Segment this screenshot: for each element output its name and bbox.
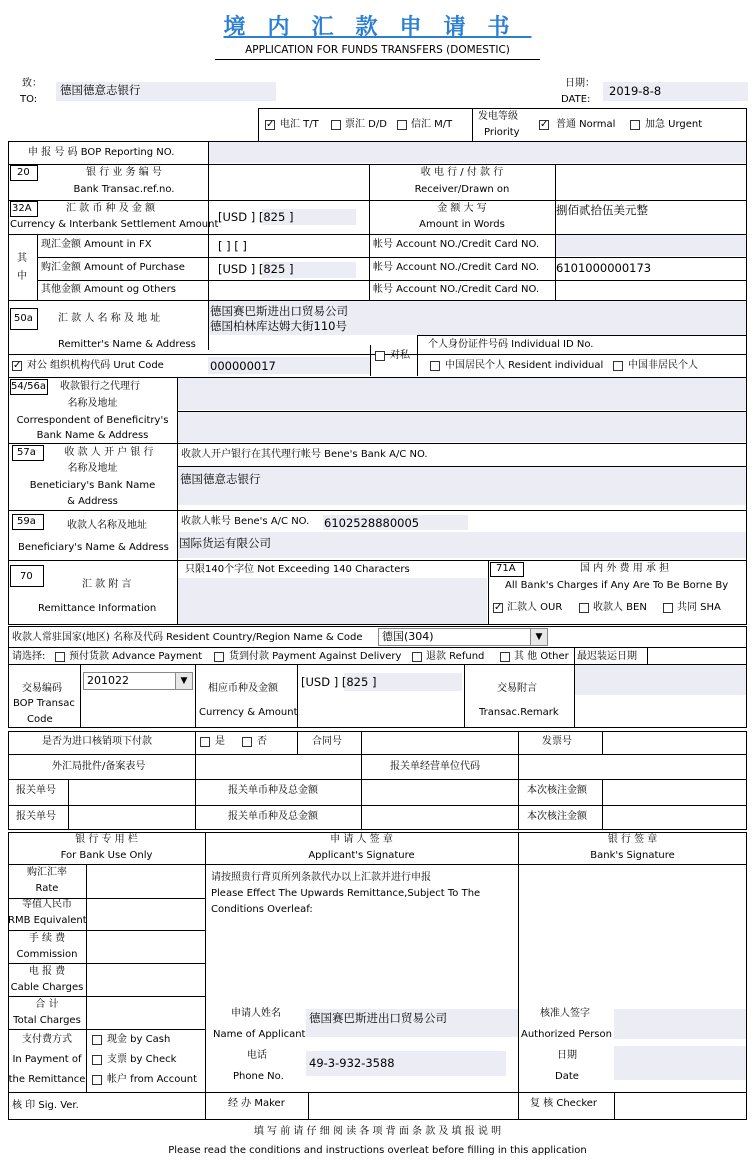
form-subtitle: APPLICATION FOR FUNDS TRANSFERS (DOMESTIC) <box>245 44 510 56</box>
char-limit-label: 只限140个字位 Not Exceeding 140 Characters <box>185 564 410 575</box>
phone-field[interactable]: 49-3-932-3588 <box>309 1056 395 1070</box>
bene-bank-label-3: Beneticiary's Bank Name <box>29 480 156 491</box>
pay-label-cn: 支付费方式 <box>22 1034 72 1045</box>
rate-label-cn: 购汇汇率 <box>27 867 67 878</box>
commission-label-cn: 手 续 费 <box>28 933 66 944</box>
bene-bank-label-4: & Address <box>67 496 118 507</box>
correspondent-name-field[interactable] <box>178 378 746 410</box>
form-title: 境内汇款申请书 <box>223 15 532 40</box>
ca-field[interactable]: [USD ] [825 ] <box>301 675 377 689</box>
sha-label: 共同 SHA <box>677 602 721 613</box>
remittance-info-field[interactable] <box>178 578 487 624</box>
other-checkbox[interactable] <box>500 652 510 662</box>
individual-id-label: 个人身份证件号码 Individual ID No. <box>428 339 594 350</box>
mt-label: 信汇 M/T <box>411 119 453 130</box>
correspondent-label-3: Correspondent of Beneficitry's <box>16 415 169 426</box>
field-code-70: 70 <box>20 571 33 582</box>
rmb-label-en: RMB Equivalent <box>8 915 87 926</box>
field-code-59a: 59a <box>17 516 36 527</box>
country-label: 收款人常驻国家(地区) 名称及代码 Resident Country/Region Name & Code <box>12 632 363 643</box>
last-ship-label: 最迟装运日期 <box>577 651 637 662</box>
correspondent-label-4: Bank Name & Address <box>36 430 149 441</box>
check-label: 支票 by Check <box>107 1054 177 1065</box>
other-label: 其 他 Other <box>514 651 569 662</box>
private-label: 对私 <box>390 350 410 361</box>
no-checkbox[interactable] <box>242 737 252 747</box>
against-label: 货到付款 Payment Against Delivery <box>229 651 402 662</box>
resident-checkbox[interactable] <box>430 361 440 371</box>
notice-line-2: Please Effect The Upwards Remittance,Subject To The <box>211 888 481 899</box>
correspondent-address-field[interactable] <box>178 412 746 442</box>
total-label-cn: 合 计 <box>35 999 59 1010</box>
refund-checkbox[interactable] <box>412 652 422 662</box>
correspondent-label-2: 名称及地址 <box>67 398 118 409</box>
bank-sign-label-en: Bank's Signature <box>590 850 675 861</box>
ben-label: 收款人 BEN <box>593 602 647 613</box>
amount-words-label-cn: 金 额 大 写 <box>437 203 487 214</box>
private-checkbox[interactable] <box>375 351 385 361</box>
nonresident-label: 中国非居民个人 <box>628 360 698 371</box>
bop-code-label-1: 交易编码 <box>22 683 62 694</box>
import-label: 是否为进口核销项下付款 <box>42 736 152 747</box>
pay-label-en-1: In Payment of <box>12 1054 82 1065</box>
footer-en: Please read the conditions and instructions overleat before filling in this application <box>168 1145 587 1156</box>
amount-words-label-en: Amount in Words <box>419 219 505 230</box>
against-checkbox[interactable] <box>214 652 224 662</box>
customs-no-label-1: 报关单号 <box>16 785 56 796</box>
org-code-field[interactable]: 000000017 <box>210 359 276 373</box>
app-sign-label-cn: 申 请 人 签 章 <box>330 834 393 845</box>
remark-label-en: Transac.Remark <box>479 707 559 718</box>
bene-bank-label-1: 收 款 人 开 户 银 行 <box>64 447 154 458</box>
bop-field[interactable] <box>209 142 746 163</box>
purchase-account-field[interactable]: 6101000000173 <box>556 261 652 275</box>
nonresident-checkbox[interactable] <box>613 361 623 371</box>
bene-bank-field[interactable]: 德国德意志银行 <box>180 472 261 486</box>
rate-label-en: Rate <box>35 883 59 894</box>
remitter-label-en: Remitter's Name & Address <box>58 339 196 350</box>
remittance-info-label-cn: 汇 款 附 言 <box>82 579 132 590</box>
authorized-label-cn: 核准人签字 <box>540 1008 590 1019</box>
bene-bank-ac-label: 收款人开户银行在其代理行帐号 Bene's Bank A/C NO. <box>181 449 428 460</box>
bene-ac-field[interactable]: 6102528880005 <box>324 516 420 530</box>
sha-checkbox[interactable] <box>663 603 673 613</box>
field-code-50a: 50a <box>14 313 33 324</box>
advance-checkbox[interactable] <box>55 652 65 662</box>
bene-bank-label-2: 名称及地址 <box>67 463 118 474</box>
urgent-label: 加急 Urgent <box>645 119 703 130</box>
beneficiary-name-field[interactable]: 国际货运有限公司 <box>179 536 271 550</box>
verify-label-2: 本次核注金额 <box>527 811 587 822</box>
yes-label: 是 <box>215 736 225 747</box>
bop-code-label-3: Code <box>27 714 53 725</box>
applicant-name-label-cn: 申请人姓名 <box>231 1008 281 1019</box>
cash-checkbox[interactable] <box>92 1035 102 1045</box>
remitter-label-cn: 汇 款 人 名 称 及 地 址 <box>58 313 161 324</box>
customs-unit-label: 报关单经营单位代码 <box>390 761 480 772</box>
phone-label-cn: 电话 <box>247 1050 267 1061</box>
no-label: 否 <box>257 736 267 747</box>
pay-label-en-2: the Remittance <box>8 1074 86 1085</box>
total-label-en: Total Charges <box>13 1015 81 1026</box>
to-label-cn: 致： <box>22 78 42 89</box>
urgent-checkbox[interactable] <box>630 120 640 130</box>
charges-label-en: All Bank's Charges if Any Are To Be Borne By <box>505 580 729 591</box>
contract-label: 合同号 <box>312 736 342 747</box>
bank-ref-label-cn: 银 行 业 务 编 号 <box>86 167 162 178</box>
currency-label-en: Currency & Interbank Settlement Amount <box>10 219 219 230</box>
qizhong-label: 其 中 <box>17 253 27 282</box>
ca-label-cn: 相应币种及金额 <box>208 683 278 694</box>
customs-ccy-label-1: 报关单币种及总金额 <box>228 785 318 796</box>
mt-checkbox[interactable] <box>397 120 407 130</box>
bop-code-value: 201022 <box>87 674 129 687</box>
purchase-account-label: 帐号 Account NO./Credit Card NO. <box>373 262 540 273</box>
field-code-71a: 71A <box>496 563 516 574</box>
date-field[interactable]: 2019-8-8 <box>609 84 662 98</box>
refund-label: 退款 Refund <box>426 651 485 662</box>
normal-label: 普通 Normal <box>556 119 616 130</box>
advance-label: 预付货款 Advance Payment <box>69 651 203 662</box>
account-checkbox[interactable] <box>92 1075 102 1085</box>
fx-field[interactable]: [ ] [ ] <box>218 239 247 253</box>
verify-label-1: 本次核注金额 <box>527 785 587 796</box>
phone-label-en: Phone No. <box>233 1071 284 1082</box>
correspondent-label-1: 收款银行之代理行 <box>60 381 140 392</box>
bank-use-label-cn: 银 行 专 用 栏 <box>75 834 138 845</box>
choose-label: 请选择: <box>12 651 46 662</box>
charges-label-cn: 国 内 外 费 用 承 担 <box>580 563 670 574</box>
beneficiary-label-en: Beneficiary's Name & Address <box>18 542 169 553</box>
bank-use-label-en: For Bank Use Only <box>60 850 153 861</box>
resident-label: 中国居民个人 Resident individual <box>445 360 604 371</box>
bop-code-select[interactable] <box>83 672 193 690</box>
authorized-field[interactable] <box>614 1009 746 1039</box>
bank-date-label-cn: 日期 <box>557 1050 577 1061</box>
our-checkbox[interactable]: ✓ <box>494 602 503 613</box>
country-value: 德国(304) <box>382 630 434 643</box>
tt-checkbox[interactable]: ✓ <box>266 119 275 130</box>
fx-account-field[interactable] <box>556 235 746 256</box>
field-code-32a: 32A <box>12 203 32 214</box>
tt-label: 电汇 T/T <box>280 119 319 130</box>
footer-cn: 填 写 前 请 仔 细 阅 读 各 项 背 面 条 款 及 填 报 说 明 <box>253 1126 502 1137</box>
dd-checkbox[interactable] <box>331 120 341 130</box>
field-code-54a: 54/56a <box>11 381 46 392</box>
ca-label-en: Currency & Amount <box>199 707 298 718</box>
bene-ac-label: 收款人帐号 Bene's A/C NO. <box>181 516 310 527</box>
rmb-label-cn: 等值人民币 <box>22 899 72 910</box>
checker-label: 复 核 Checker <box>530 1098 598 1109</box>
country-select[interactable] <box>378 628 548 646</box>
yes-checkbox[interactable] <box>200 737 210 747</box>
date-label-en: DATE: <box>561 94 591 105</box>
purchase-field[interactable]: [USD ] [825 ] <box>218 262 294 276</box>
authorized-label-en: Authorized Person <box>521 1029 612 1040</box>
fx-account-label: 帐号 Account NO./Credit Card NO. <box>373 239 540 250</box>
remark-field[interactable] <box>575 665 746 695</box>
beneficiary-label-cn: 收款人名称及地址 <box>67 520 147 531</box>
receiver-label-en: Receiver/Drawn on <box>414 184 510 195</box>
bop-label: 申 报 号 码 BOP Reporting NO. <box>28 147 175 158</box>
priority-label-cn: 发电等级 <box>478 111 518 122</box>
sig-ver-label: 核 印 Sig. Ver. <box>12 1100 79 1111</box>
amount-words-field[interactable]: 捌佰贰拾伍美元整 <box>556 203 648 217</box>
our-label: 汇款人 OUR <box>507 602 563 613</box>
remark-label-cn: 交易附言 <box>497 683 537 694</box>
applicant-name-label-en: Name of Applicant <box>213 1029 306 1040</box>
to-bank-field[interactable]: 德国德意志银行 <box>60 83 141 97</box>
to-label-en: TO: <box>20 94 38 105</box>
invoice-label: 发票号 <box>542 736 572 747</box>
bank-date-field[interactable] <box>614 1046 746 1080</box>
cable-label-en: Cable Charges <box>10 982 84 993</box>
account-label: 帐户 from Account <box>107 1074 198 1085</box>
notice-line-3: Conditions Overleaf: <box>211 904 313 915</box>
remitter-name-field[interactable]: 德国赛巴斯进出口贸易公司 <box>210 304 348 318</box>
check-checkbox[interactable] <box>92 1055 102 1065</box>
corp-checkbox[interactable]: ✓ <box>13 360 22 371</box>
chevron-down-icon[interactable]: ▼ <box>530 629 547 645</box>
bank-sign-label-cn: 银 行 签 章 <box>607 834 658 845</box>
customs-no-label-2: 报关单号 <box>16 811 56 822</box>
bop-code-label-2: BOP Transac <box>13 698 75 709</box>
remitter-address-field[interactable]: 德国柏林库达姆大街110号 <box>210 319 347 333</box>
maker-label: 经 办 Maker <box>228 1098 285 1109</box>
corp-label: 对公 组织机构代码 Urut Code <box>27 360 164 371</box>
field-code-57a: 57a <box>17 447 36 458</box>
currency-amount-field[interactable]: [USD ] [825 ] <box>218 210 294 224</box>
field-code-20: 20 <box>17 167 30 178</box>
fx-label: 现汇金额 Amount in FX <box>41 239 152 250</box>
others-account-label: 帐号 Account NO./Credit Card NO. <box>373 284 540 295</box>
ben-checkbox[interactable] <box>579 603 589 613</box>
applicant-name-field[interactable]: 德国赛巴斯进出口贸易公司 <box>309 1011 447 1025</box>
date-label-cn: 日期： <box>565 78 595 89</box>
cash-label: 现金 by Cash <box>107 1034 171 1045</box>
remittance-info-label-en: Remittance Information <box>38 603 157 614</box>
forex-approval-label: 外汇局批件/备案表号 <box>52 761 146 772</box>
others-label: 其他金额 Amount og Others <box>41 284 176 295</box>
bank-ref-label-en: Bank Transac.ref.no. <box>73 184 175 195</box>
commission-label-en: Commission <box>16 949 78 960</box>
cable-label-cn: 电 报 费 <box>28 966 66 977</box>
app-sign-label-en: Applicant's Signature <box>308 850 415 861</box>
dd-label: 票汇 D/D <box>345 119 387 130</box>
receiver-label-cn: 收 电 行 / 付 款 行 <box>420 167 504 178</box>
purchase-label: 购汇金额 Amount of Purchase <box>41 262 185 273</box>
bank-date-label-en: Date <box>555 1071 579 1082</box>
chevron-down-icon[interactable]: ▼ <box>175 673 192 689</box>
priority-label-en: Priority <box>484 127 520 138</box>
notice-line-1: 请按照贵行背页所列条款代办以上汇款并进行申报 <box>211 872 431 883</box>
customs-ccy-label-2: 报关单币种及总金额 <box>228 811 318 822</box>
normal-checkbox[interactable]: ✓ <box>540 119 549 130</box>
currency-label-cn: 汇 款 币 种 及 金 额 <box>66 203 156 214</box>
